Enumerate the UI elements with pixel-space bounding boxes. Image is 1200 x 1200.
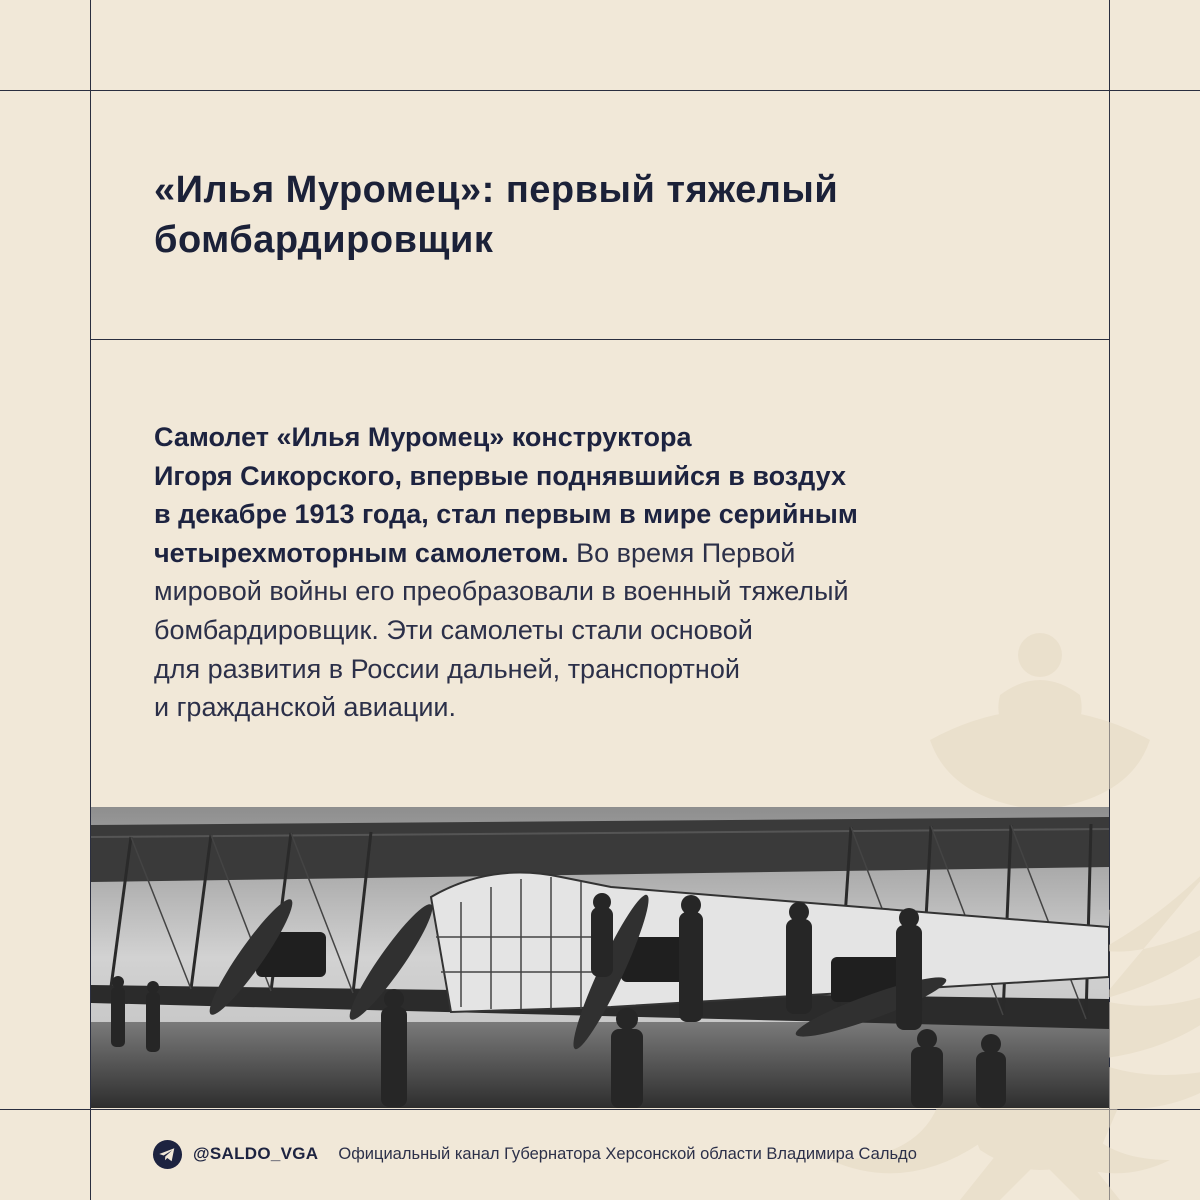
channel-handle-link[interactable]: @SALDO_VGA (193, 1144, 319, 1163)
telegram-icon[interactable] (152, 1139, 183, 1170)
body-line-5: мировой войны его преобразовали в военный тяжелый (154, 576, 849, 607)
body-line-4: четырехмоторным самолетом. Во время Первой (154, 537, 796, 568)
page-title (154, 165, 1054, 265)
body-line-2: Игоря Сикорского, впервые поднявшийся в воздух (154, 460, 847, 491)
channel-description: Официальный канал Губернатора Херсонской области Владимира Сальдо (338, 1144, 917, 1163)
title-line-1: «Илья Муромец»: первый тяжелый (154, 169, 839, 211)
body-line-8: и гражданской авиации. (154, 692, 457, 723)
airplane-photo (91, 807, 1109, 1108)
body-line-3: в декабре 1913 года, стал первым в мире серийным (154, 499, 858, 530)
body-line-7: для развития в России дальней, транспортной (154, 653, 740, 684)
title-line-2: бомбардировщик (154, 219, 494, 261)
airplane-photo-drawing (91, 807, 1109, 1108)
body-line-1: Самолет «Илья Муромец» конструктора (154, 422, 692, 452)
article-body (154, 418, 1054, 727)
grid-line-mid (91, 339, 1109, 340)
footer (152, 1138, 917, 1170)
body-line-6: бомбардировщик. Эти самолеты стали основой (154, 614, 753, 645)
grid-line-top (0, 90, 1200, 91)
